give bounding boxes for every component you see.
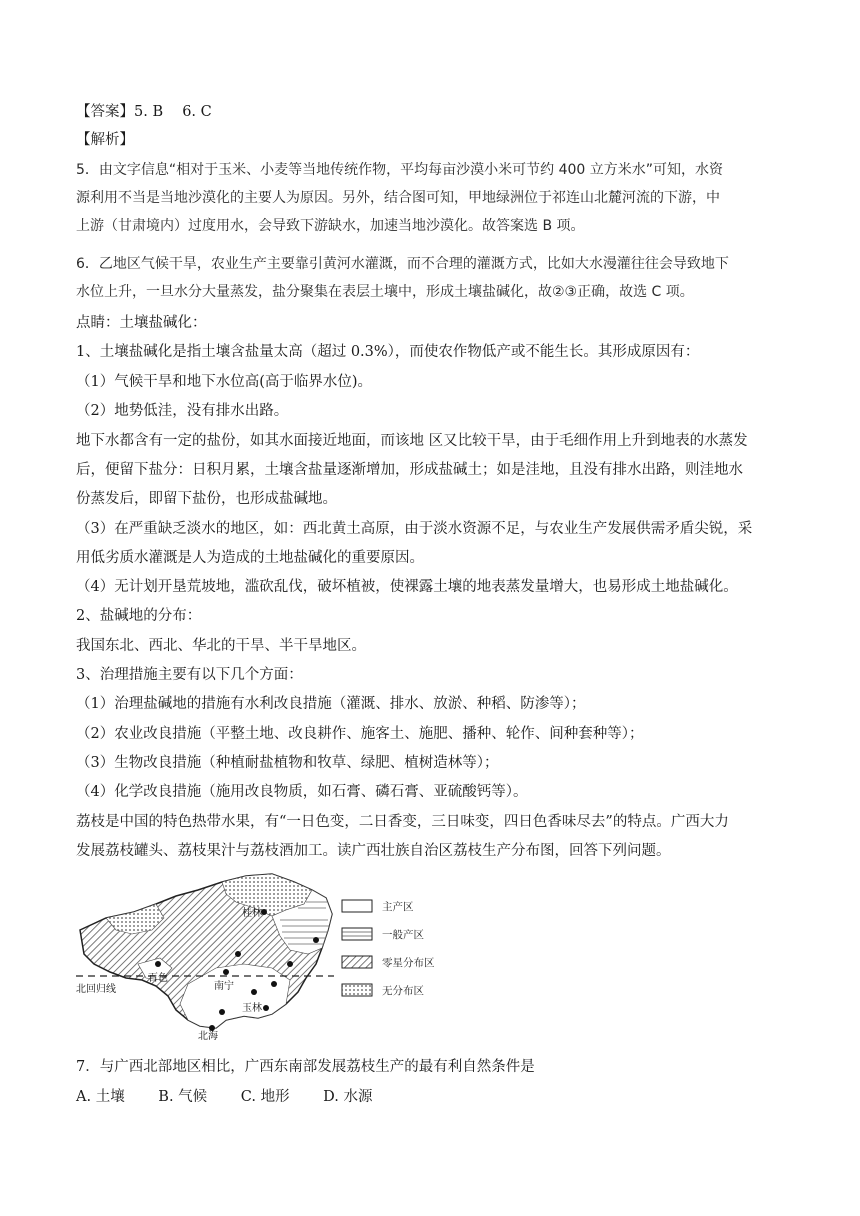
lychee-intro-line-2: 发展荔枝罐头、荔枝果汁与荔枝酒加工。读广西壮族自治区荔枝生产分布图，回答下列问题。 (76, 843, 671, 859)
city-dot-yulin (263, 1005, 269, 1011)
map-marker-dot (287, 961, 293, 967)
note-point-3-d: （4）化学改良措施（施用改良物质，如石膏、磷石膏、亚硫酸钙等）。 (76, 784, 528, 800)
legend-swatch-scattered (342, 956, 372, 968)
legend-label-general: 一般产区 (382, 929, 424, 941)
note-point-3-b: （2）农业改良措施（平整土地、改良耕作、施客土、施肥、播种、轮作、间种套种等）； (76, 726, 644, 742)
note-point-1-d-line-2: 用低劣质水灌溉是人为造成的土地盐碱化的重要原因。 (76, 550, 424, 566)
note-point-3-a: （1）治理盐碱地的措施有水利改良措施（灌溉、排水、放淤、种稻、防渗等）； (76, 696, 586, 712)
note-point-1-e: （4）无计划开垦荒坡地，滥砍乱伐，破坏植被，使裸露土壤的地表蒸发量增大，也易形成土地盐碱化。 (76, 579, 738, 595)
legend-swatch-general (342, 928, 372, 940)
legend-label-scattered: 零星分布区 (382, 957, 435, 969)
note-point-1-c-line-1: 地下水都含有一定的盐份，如其水面接近地面，而该地 区又比较干旱，由于毛细作用上升到地表的水蒸发 (76, 433, 748, 449)
note-point-1-d-line-1: （3）在严重缺乏淡水的地区，如：西北黄土高原，由于淡水资源不足，与农业生产发展供需矛盾尖锐，采 (76, 521, 753, 537)
note-point-1-b: （2）地势低洼，没有排水出路。 (76, 403, 289, 419)
city-label-baise: 百色 (148, 973, 168, 984)
answer-line: 【答案】5. B 6. C (76, 104, 212, 120)
note-point-1-a: （1）气候干旱和地下水位高(高于临界水位)。 (76, 374, 373, 390)
question-7: 7．与广西北部地区相比，广西东南部发展荔枝生产的最有利自然条件是 (76, 1059, 535, 1075)
city-dot-nanning (223, 969, 229, 975)
city-label-guilin: 桂林 (242, 908, 262, 919)
city-label-nanning: 南宁 (214, 981, 234, 992)
tropic-of-cancer-label: 北回归线 (76, 984, 116, 995)
map-marker-dot (313, 937, 319, 943)
city-label-beihai: 北海 (198, 1031, 218, 1040)
map-marker-dot (235, 951, 241, 957)
lychee-intro-line-1: 荔枝是中国的特色热带水果，有“一日色变，二日香变，三日味变，四日色香味尽去”的特点。广西大力 (76, 814, 729, 830)
map-marker-dot (251, 989, 257, 995)
guangxi-lychee-map (76, 868, 476, 1040)
question-7-options: A. 土壤 B. 气候 C. 地形 D. 水源 (76, 1089, 373, 1105)
city-dot-baise (155, 961, 161, 967)
note-point-2-a: 我国东北、西北、华北的干旱、半干旱地区。 (76, 638, 366, 654)
q5-explanation-line-2: 源利用不当是当地沙漠化的主要人为原因。另外，结合图可知，甲地绿洲位于祁连山北麓河流的下游，中 (76, 190, 720, 206)
q5-explanation-line-3: 上游（甘肃境内）过度用水，会导致下游缺水，加速当地沙漠化。故答案选 B 项。 (76, 218, 585, 234)
note-point-3: 3、治理措施主要有以下几个方面： (76, 667, 303, 683)
note-point-3-c: （3）生物改良措施（种植耐盐植物和牧草、绿肥、植树造林等）； (76, 755, 499, 771)
q6-explanation-line-1: 6．乙地区气候干旱，农业生产主要靠引黄河水灌溉，而不合理的灌溉方式，比如大水漫灌往往会导致地下 (76, 256, 729, 272)
legend-label-main: 主产区 (382, 901, 414, 913)
note-title: 点睛：土壤盐碱化： (76, 315, 207, 331)
note-point-1: 1、土壤盐碱化是指土壤含盐量太高（超过 0.3%），而使农作物低产或不能生长。其形成原因有： (76, 344, 700, 360)
map-marker-dot (219, 1009, 225, 1015)
legend-label-none: 无分布区 (382, 985, 424, 997)
note-point-1-c-line-3: 份蒸发后，即留下盐份，也形成盐碱地。 (76, 491, 337, 507)
q6-explanation-line-2: 水位上升，一旦水分大量蒸发，盐分聚集在表层土壤中，形成土壤盐碱化，故②③正确，故选 C 项。 (76, 284, 694, 300)
legend-swatch-none (342, 984, 372, 996)
analysis-heading: 【解析】 (76, 132, 134, 148)
q5-explanation-line-1: 5．由文字信息“相对于玉米、小麦等当地传统作物，平均每亩沙漠小米可节约 400 立方米水”可知，水资 (76, 162, 724, 178)
note-point-1-c-line-2: 后，便留下盐分：日积月累，土壤含盐量逐渐增加，形成盐碱土；如是洼地，且没有排水出路，则洼地水 (76, 462, 743, 478)
note-point-2: 2、盐碱地的分布： (76, 608, 202, 624)
legend-swatch-main (342, 900, 372, 912)
map-marker-dot (271, 981, 277, 987)
city-label-yulin: 玉林 (242, 1003, 262, 1014)
